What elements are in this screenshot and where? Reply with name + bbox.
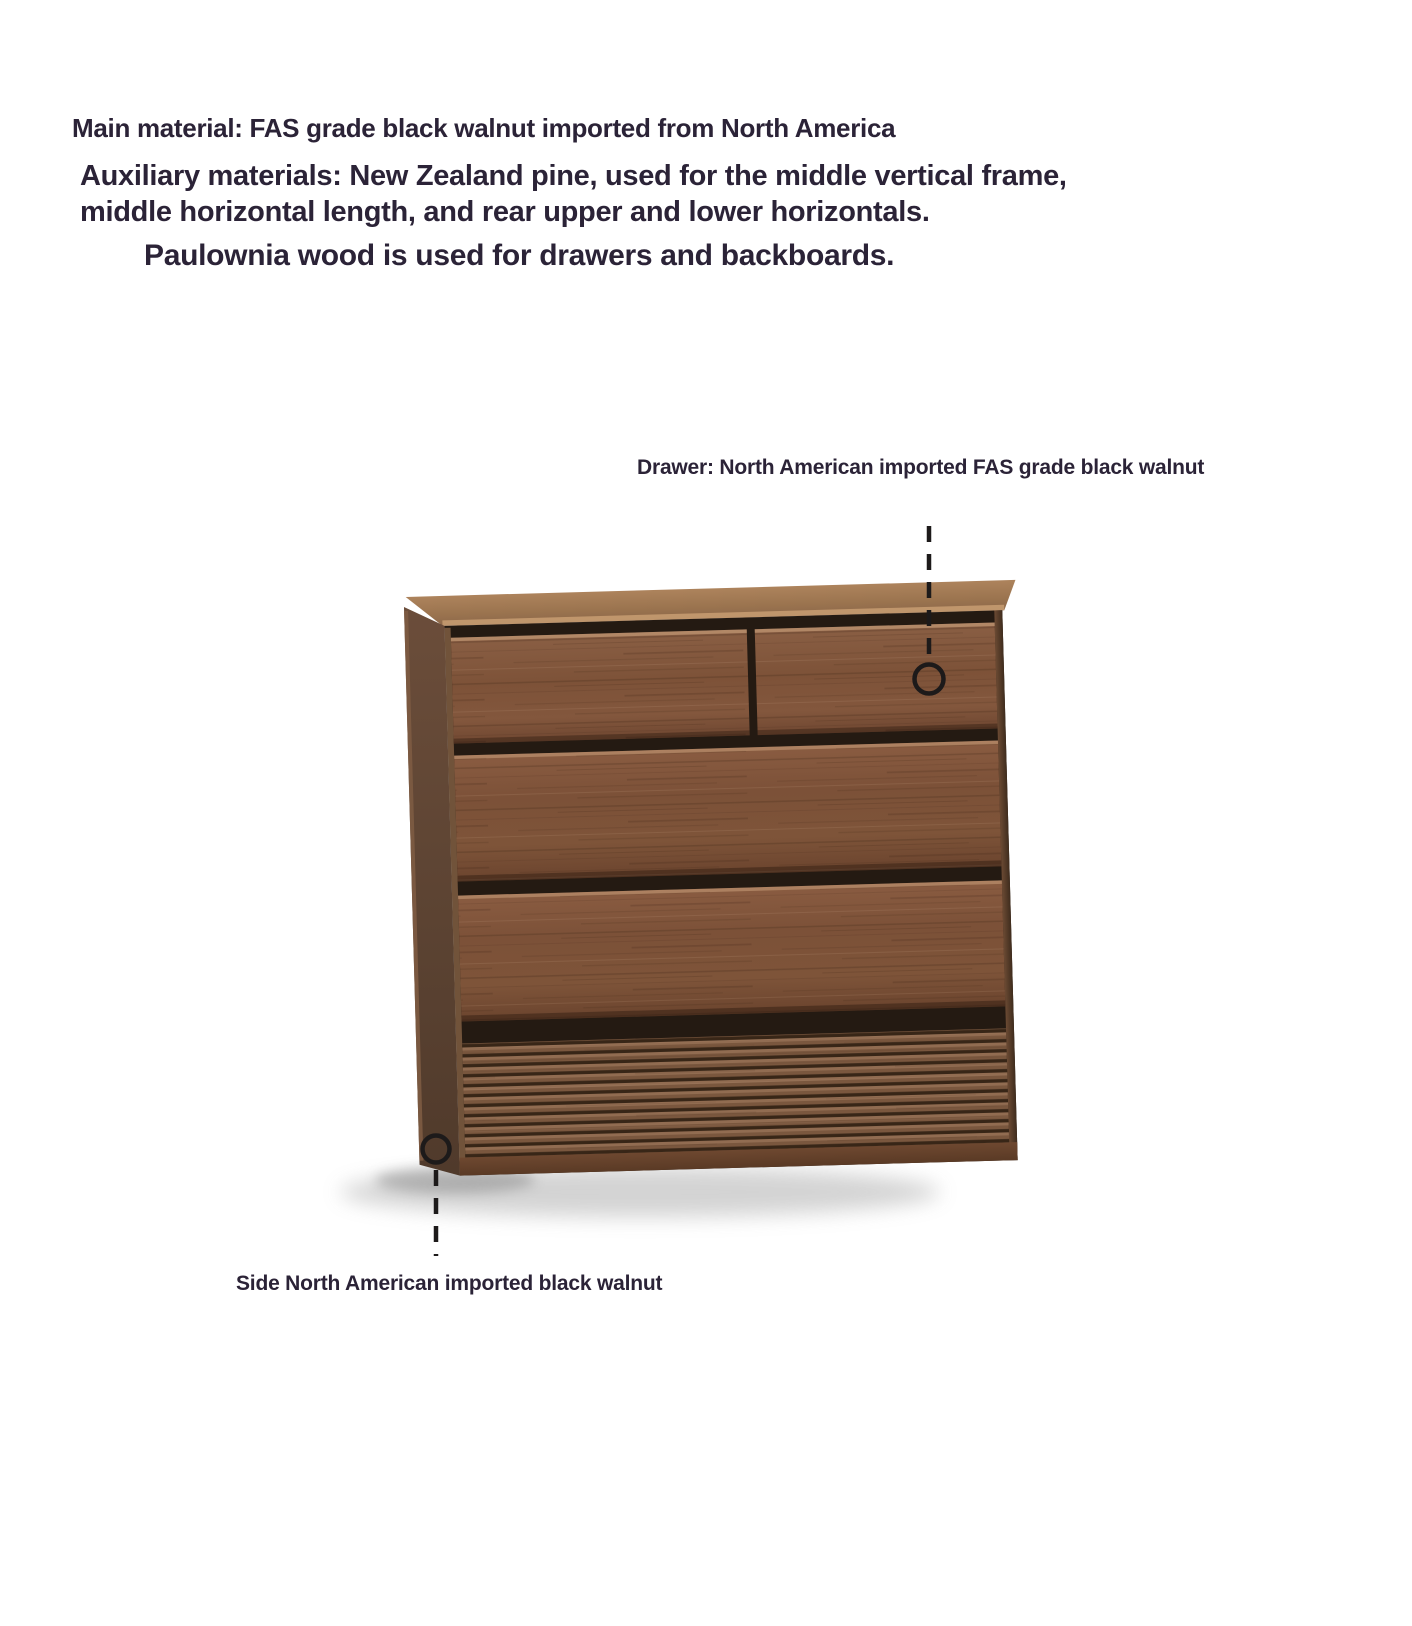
drawer-top-right [755, 623, 998, 736]
main-material-text: Main material: FAS grade black walnut imported from North America [72, 113, 896, 143]
drawer-middle-upper [454, 740, 1001, 881]
side-callout-label: Side North American imported black walnut [236, 1272, 663, 1295]
drawer-callout-label: Drawer: North American imported FAS grade black walnut [637, 456, 1205, 479]
paulownia-text: Paulownia wood is used for drawers and backboards. [144, 239, 895, 272]
drawer-middle-lower [458, 880, 1005, 1021]
auxiliary-line-2: middle horizontal length, and rear upper and lower horizontals. [80, 196, 930, 228]
auxiliary-line-1: Auxiliary materials: New Zealand pine, used for the middle vertical frame, [80, 160, 1067, 192]
drawer-top-left [451, 629, 750, 743]
floor-shadow [340, 1167, 940, 1217]
drawer-slatted-bottom [462, 1028, 1009, 1157]
